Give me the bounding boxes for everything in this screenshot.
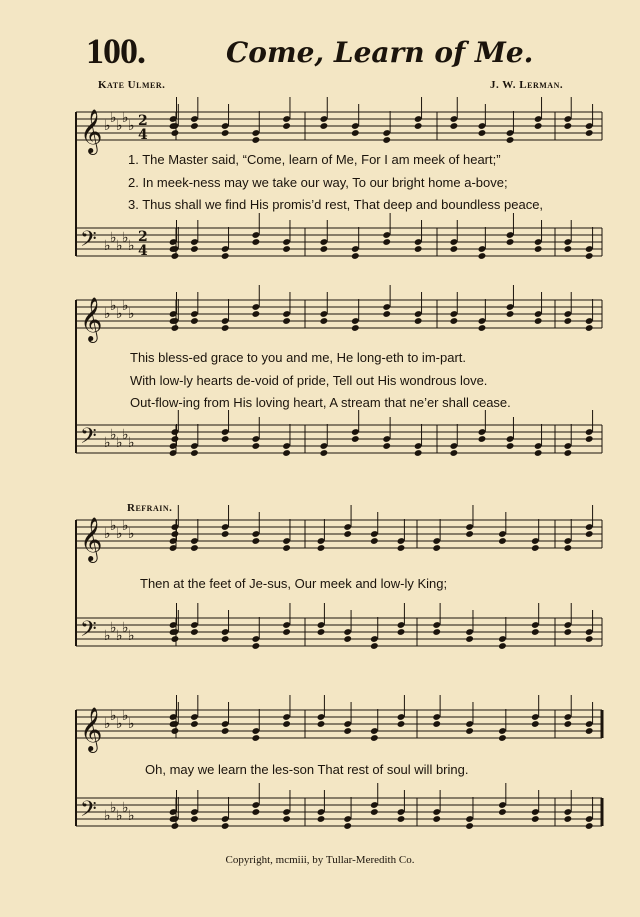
note-head: [221, 435, 230, 443]
note-head: [585, 324, 594, 332]
note-head: [171, 822, 180, 830]
note-head: [351, 435, 360, 443]
note-head: [531, 544, 540, 552]
note-head: [320, 245, 329, 253]
note-head: [171, 635, 180, 643]
note-head: [221, 252, 230, 260]
note-head: [282, 317, 291, 325]
note-head: [585, 822, 594, 830]
note-head: [478, 435, 487, 443]
refrain-line-2: Oh, may we learn the les-son That rest of soul will bring.: [145, 762, 469, 777]
note-head: [370, 537, 379, 545]
flat-icon: ♭: [122, 800, 129, 816]
note-head: [563, 544, 572, 552]
note-head: [190, 449, 199, 457]
flat-icon: ♭: [116, 628, 123, 644]
flat-icon: ♭: [104, 306, 111, 322]
flat-icon: ♭: [122, 110, 129, 126]
note-head: [465, 635, 474, 643]
note-head: [414, 245, 423, 253]
note-head: [397, 544, 406, 552]
flat-icon: ♭: [122, 620, 129, 636]
note-head: [317, 815, 326, 823]
note-head: [351, 129, 360, 137]
flat-icon: ♭: [116, 118, 123, 134]
composer-credit: J. W. Lerman.: [490, 79, 564, 91]
flat-icon: ♭: [122, 230, 129, 246]
verse-2-line-1: 2. In meek-ness may we take our way, To our bright home a-bove;: [128, 175, 508, 190]
bass-clef-icon: 𝄢: [80, 797, 97, 827]
note-head: [585, 252, 594, 260]
note-head: [317, 720, 326, 728]
note-head: [506, 442, 515, 450]
note-head: [563, 449, 572, 457]
note-head: [506, 238, 515, 246]
note-head: [351, 252, 360, 260]
flat-icon: ♭: [110, 110, 117, 126]
flat-icon: ♭: [116, 526, 123, 542]
note-head: [382, 136, 391, 144]
note-head: [320, 122, 329, 130]
note-head: [190, 720, 199, 728]
note-head: [171, 435, 180, 443]
note-head: [414, 317, 423, 325]
note-head: [450, 122, 459, 130]
bass-clef-icon: 𝄢: [80, 424, 97, 454]
note-head: [252, 442, 261, 450]
note-head: [190, 122, 199, 130]
flat-icon: ♭: [116, 716, 123, 732]
note-head: [282, 122, 291, 130]
note-head: [171, 727, 180, 735]
note-head: [563, 628, 572, 636]
note-head: [563, 815, 572, 823]
note-head: [450, 449, 459, 457]
note-head: [343, 822, 352, 830]
verse-3-line-1: 3. Thus shall we find His promis’d rest, That deep and boundless peace,: [128, 197, 544, 212]
note-head: [343, 727, 352, 735]
flat-icon: ♭: [104, 808, 111, 824]
note-head: [190, 544, 199, 552]
note-head: [585, 435, 594, 443]
copyright-notice: Copyright, mcmiii, by Tullar-Meredith Co.: [225, 854, 415, 866]
bass-clef-icon: 𝄢: [80, 617, 97, 647]
flat-icon: ♭: [104, 628, 111, 644]
note-head: [171, 324, 180, 332]
note-head: [351, 324, 360, 332]
note-head: [343, 635, 352, 643]
refrain-line-1: Then at the feet of Je-sus, Our meek and low-ly King;: [140, 576, 448, 591]
note-head: [450, 317, 459, 325]
note-head: [478, 129, 487, 137]
note-head: [506, 310, 515, 318]
flat-icon: ♭: [110, 298, 117, 314]
verse-1-line-2: This bless-ed grace to you and me, He long-eth to im-part.: [130, 350, 466, 365]
note-head: [563, 720, 572, 728]
flat-icon: ♭: [104, 238, 111, 254]
hymn-title: Come, Learn of Me.: [226, 36, 534, 69]
note-head: [531, 720, 540, 728]
note-head: [171, 530, 180, 538]
note-head: [221, 530, 230, 538]
flat-icon: ♭: [110, 427, 117, 443]
note-head: [190, 245, 199, 253]
note-head: [320, 317, 329, 325]
note-head: [432, 544, 441, 552]
note-head: [563, 122, 572, 130]
note-head: [478, 252, 487, 260]
note-head: [343, 530, 352, 538]
note-head: [171, 252, 180, 260]
lyricist-credit: Kate Ulmer.: [98, 79, 166, 91]
note-head: [534, 245, 543, 253]
note-head: [478, 324, 487, 332]
flat-icon: ♭: [116, 435, 123, 451]
note-head: [282, 720, 291, 728]
note-head: [465, 822, 474, 830]
flat-icon: ♭: [128, 118, 135, 134]
note-head: [252, 808, 261, 816]
note-head: [370, 734, 379, 742]
note-head: [534, 449, 543, 457]
verse-2-line-2: With low-ly hearts de-void of pride, Tell out His wondrous love.: [130, 373, 488, 388]
flat-icon: ♭: [104, 716, 111, 732]
note-head: [221, 822, 230, 830]
flat-icon: ♭: [116, 306, 123, 322]
note-head: [563, 245, 572, 253]
note-head: [221, 129, 230, 137]
flat-icon: ♭: [104, 435, 111, 451]
note-head: [450, 245, 459, 253]
flat-icon: ♭: [128, 628, 135, 644]
note-head: [498, 537, 507, 545]
note-head: [585, 530, 594, 538]
note-head: [252, 310, 261, 318]
note-head: [563, 317, 572, 325]
note-head: [221, 324, 230, 332]
flat-icon: ♭: [104, 118, 111, 134]
note-head: [252, 136, 261, 144]
note-head: [465, 530, 474, 538]
flat-icon: ♭: [128, 306, 135, 322]
note-head: [498, 642, 507, 650]
treble-clef-icon: 𝄞: [80, 517, 103, 561]
note-head: [414, 122, 423, 130]
note-head: [397, 720, 406, 728]
note-head: [252, 537, 261, 545]
flat-icon: ♭: [116, 238, 123, 254]
flat-icon: ♭: [128, 716, 135, 732]
treble-clef-icon: 𝄞: [80, 109, 103, 153]
note-head: [531, 628, 540, 636]
treble-clef-icon: 𝄞: [80, 707, 103, 751]
note-head: [585, 129, 594, 137]
note-head: [498, 734, 507, 742]
flat-icon: ♭: [110, 620, 117, 636]
note-head: [252, 642, 261, 650]
note-head: [585, 727, 594, 735]
note-head: [382, 238, 391, 246]
flat-icon: ♭: [104, 526, 111, 542]
note-head: [252, 238, 261, 246]
note-head: [534, 122, 543, 130]
time-signature-bottom: 4: [138, 243, 148, 259]
note-head: [432, 815, 441, 823]
note-head: [190, 815, 199, 823]
treble-clef-icon: 𝄞: [80, 297, 103, 341]
flat-icon: ♭: [110, 518, 117, 534]
note-head: [585, 635, 594, 643]
note-head: [252, 734, 261, 742]
note-head: [414, 449, 423, 457]
flat-icon: ♭: [122, 298, 129, 314]
refrain-label: Refrain.: [127, 502, 173, 514]
note-head: [370, 808, 379, 816]
note-head: [171, 129, 180, 137]
flat-icon: ♭: [122, 518, 129, 534]
flat-icon: ♭: [128, 435, 135, 451]
note-head: [320, 449, 329, 457]
note-head: [506, 136, 515, 144]
note-head: [317, 628, 326, 636]
note-head: [317, 544, 326, 552]
note-head: [221, 727, 230, 735]
flat-icon: ♭: [122, 708, 129, 724]
time-signature-top: 2: [138, 229, 148, 245]
note-head: [282, 544, 291, 552]
flat-icon: ♭: [128, 526, 135, 542]
note-head: [382, 310, 391, 318]
note-head: [432, 720, 441, 728]
note-head: [221, 635, 230, 643]
verse-3-line-2: Out-flow-ing from His loving heart, A stream that ne’er shall cease.: [130, 395, 511, 410]
flat-icon: ♭: [122, 427, 129, 443]
bass-clef-icon: 𝄢: [80, 227, 97, 257]
verse-1-line-1: 1. The Master said, “Come, learn of Me, For I am meek of heart;”: [128, 152, 501, 167]
note-head: [382, 442, 391, 450]
flat-icon: ♭: [116, 808, 123, 824]
note-head: [282, 449, 291, 457]
note-head: [370, 642, 379, 650]
note-head: [190, 628, 199, 636]
time-signature-top: 2: [138, 113, 148, 129]
flat-icon: ♭: [110, 708, 117, 724]
note-head: [534, 317, 543, 325]
hymn-number: 100.: [86, 31, 145, 71]
note-head: [531, 815, 540, 823]
flat-icon: ♭: [128, 808, 135, 824]
note-head: [282, 245, 291, 253]
flat-icon: ♭: [110, 230, 117, 246]
note-head: [190, 317, 199, 325]
note-head: [397, 815, 406, 823]
flat-icon: ♭: [128, 238, 135, 254]
flat-icon: ♭: [110, 800, 117, 816]
note-head: [397, 628, 406, 636]
note-head: [282, 815, 291, 823]
note-head: [282, 628, 291, 636]
time-signature-bottom: 4: [138, 127, 148, 143]
note-head: [498, 808, 507, 816]
note-head: [465, 727, 474, 735]
note-head: [432, 628, 441, 636]
